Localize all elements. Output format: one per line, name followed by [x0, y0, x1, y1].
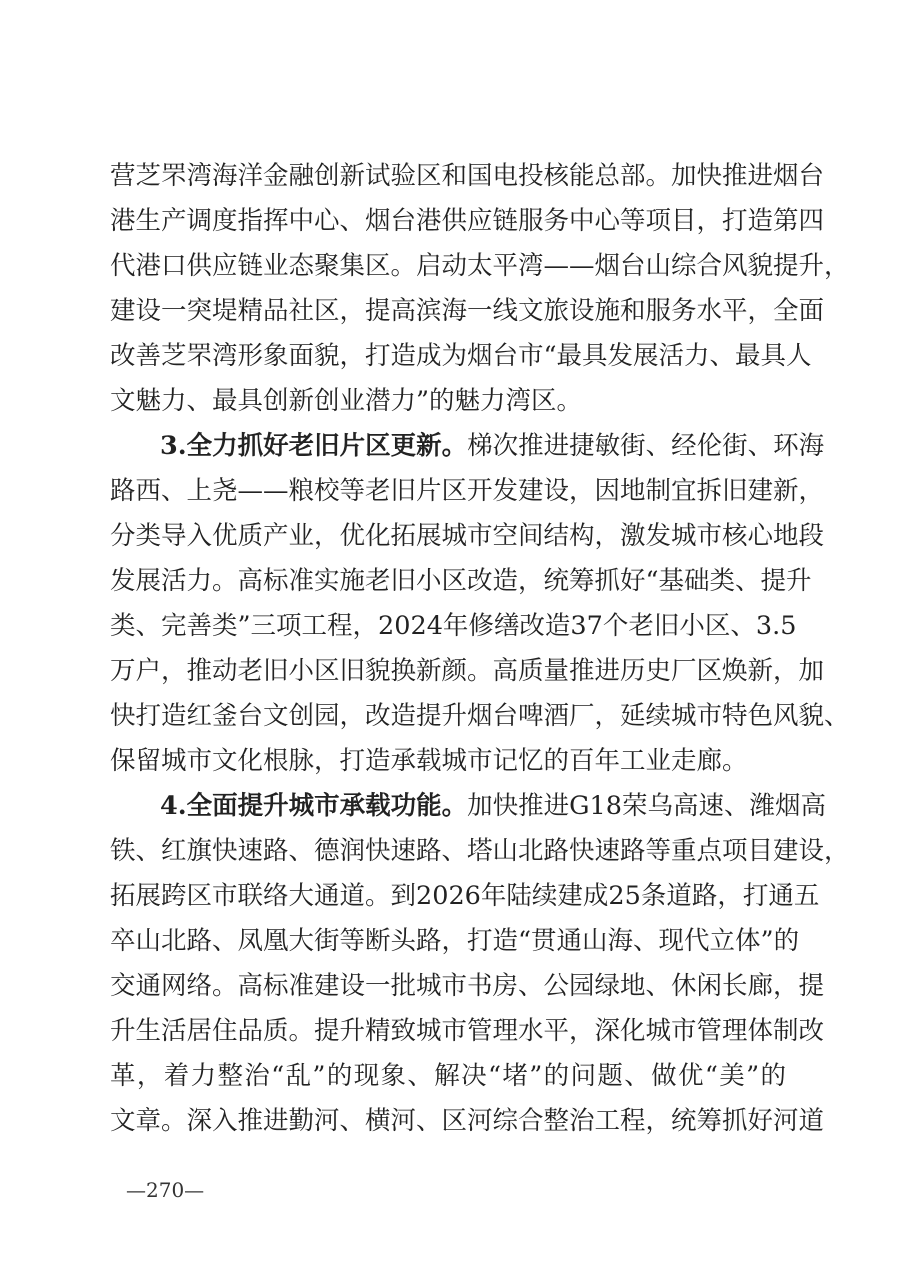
text-line: 发展活力。高标准实施老旧小区改造，统筹抓好“基础类、提升 [110, 566, 812, 596]
text-line: 代港口供应链业态聚集区。启动太平湾——烟台山综合风貌提升， [110, 251, 850, 281]
section-heading: 3.全力抓好老旧片区更新。 [160, 431, 468, 461]
text-line: 营芝罘湾海洋金融创新试验区和国电投核能总部。加快推进烟台 [110, 161, 825, 191]
body-text [110, 154, 850, 1144]
text-run: 加快推进G18荣乌高速、潍烟高 [467, 791, 826, 821]
text-line: 文章。深入推进勤河、横河、区河综合整治工程，统筹抓好河道 [110, 1106, 825, 1136]
text-line: 建设一突堤精品社区，提高滨海一线文旅设施和服务水平，全面 [110, 296, 825, 326]
section-heading: 4.全面提升城市承载功能。 [160, 791, 468, 821]
paragraph-city-capacity [110, 784, 850, 1144]
text-line: 文魅力、最具创新创业潜力”的魅力湾区。 [110, 386, 583, 416]
text-line: 万户，推动老旧小区旧貌换新颜。高质量推进历史厂区焕新，加 [110, 656, 825, 686]
text-run: 梯次推进捷敏街、经伦街、环海 [467, 431, 825, 461]
text-line: 铁、红旗快速路、德润快速路、塔山北路快速路等重点项目建设， [110, 836, 850, 866]
text-line: 快打造红釜台文创园，改造提升烟台啤酒厂，延续城市特色风貌、 [110, 701, 850, 731]
text-line: 保留城市文化根脉，打造承载城市记忆的百年工业走廊。 [110, 746, 748, 776]
paragraph-first-line [110, 784, 826, 829]
text-line: 升生活居住品质。提升精致城市管理水平，深化城市管理体制改 [110, 1016, 825, 1046]
text-line: 路西、上尧——粮校等老旧片区开发建设，因地制宜拆旧建新， [110, 476, 825, 506]
text-line: 革，着力整治“乱”的现象、解决“堵”的问题、做优“美”的 [110, 1061, 786, 1091]
text-line: 类、完善类”三项工程，2024年修缮改造37个老旧小区、3.5 [110, 611, 797, 641]
paragraph-old-district-renewal [110, 424, 850, 784]
text-line: 拓展跨区市联络大通道。到2026年陆续建成25条道路，打通五 [110, 881, 820, 911]
text-line: 港生产调度指挥中心、烟台港供应链服务中心等项目，打造第四 [110, 206, 825, 236]
text-line: 改善芝罘湾形象面貌，打造成为烟台市“最具发展活力、最具人 [110, 341, 812, 371]
paragraph-continuation [110, 154, 850, 424]
paragraph-first-line [110, 424, 825, 469]
page-number: —270— [126, 1178, 205, 1202]
text-line: 分类导入优质产业，优化拓展城市空间结构，激发城市核心地段 [110, 521, 825, 551]
text-line: 交通网络。高标准建设一批城市书房、公园绿地、休闲长廊，提 [110, 971, 825, 1001]
text-line: 卒山北路、凤凰大街等断头路，打造“贯通山海、现代立体”的 [110, 926, 800, 956]
